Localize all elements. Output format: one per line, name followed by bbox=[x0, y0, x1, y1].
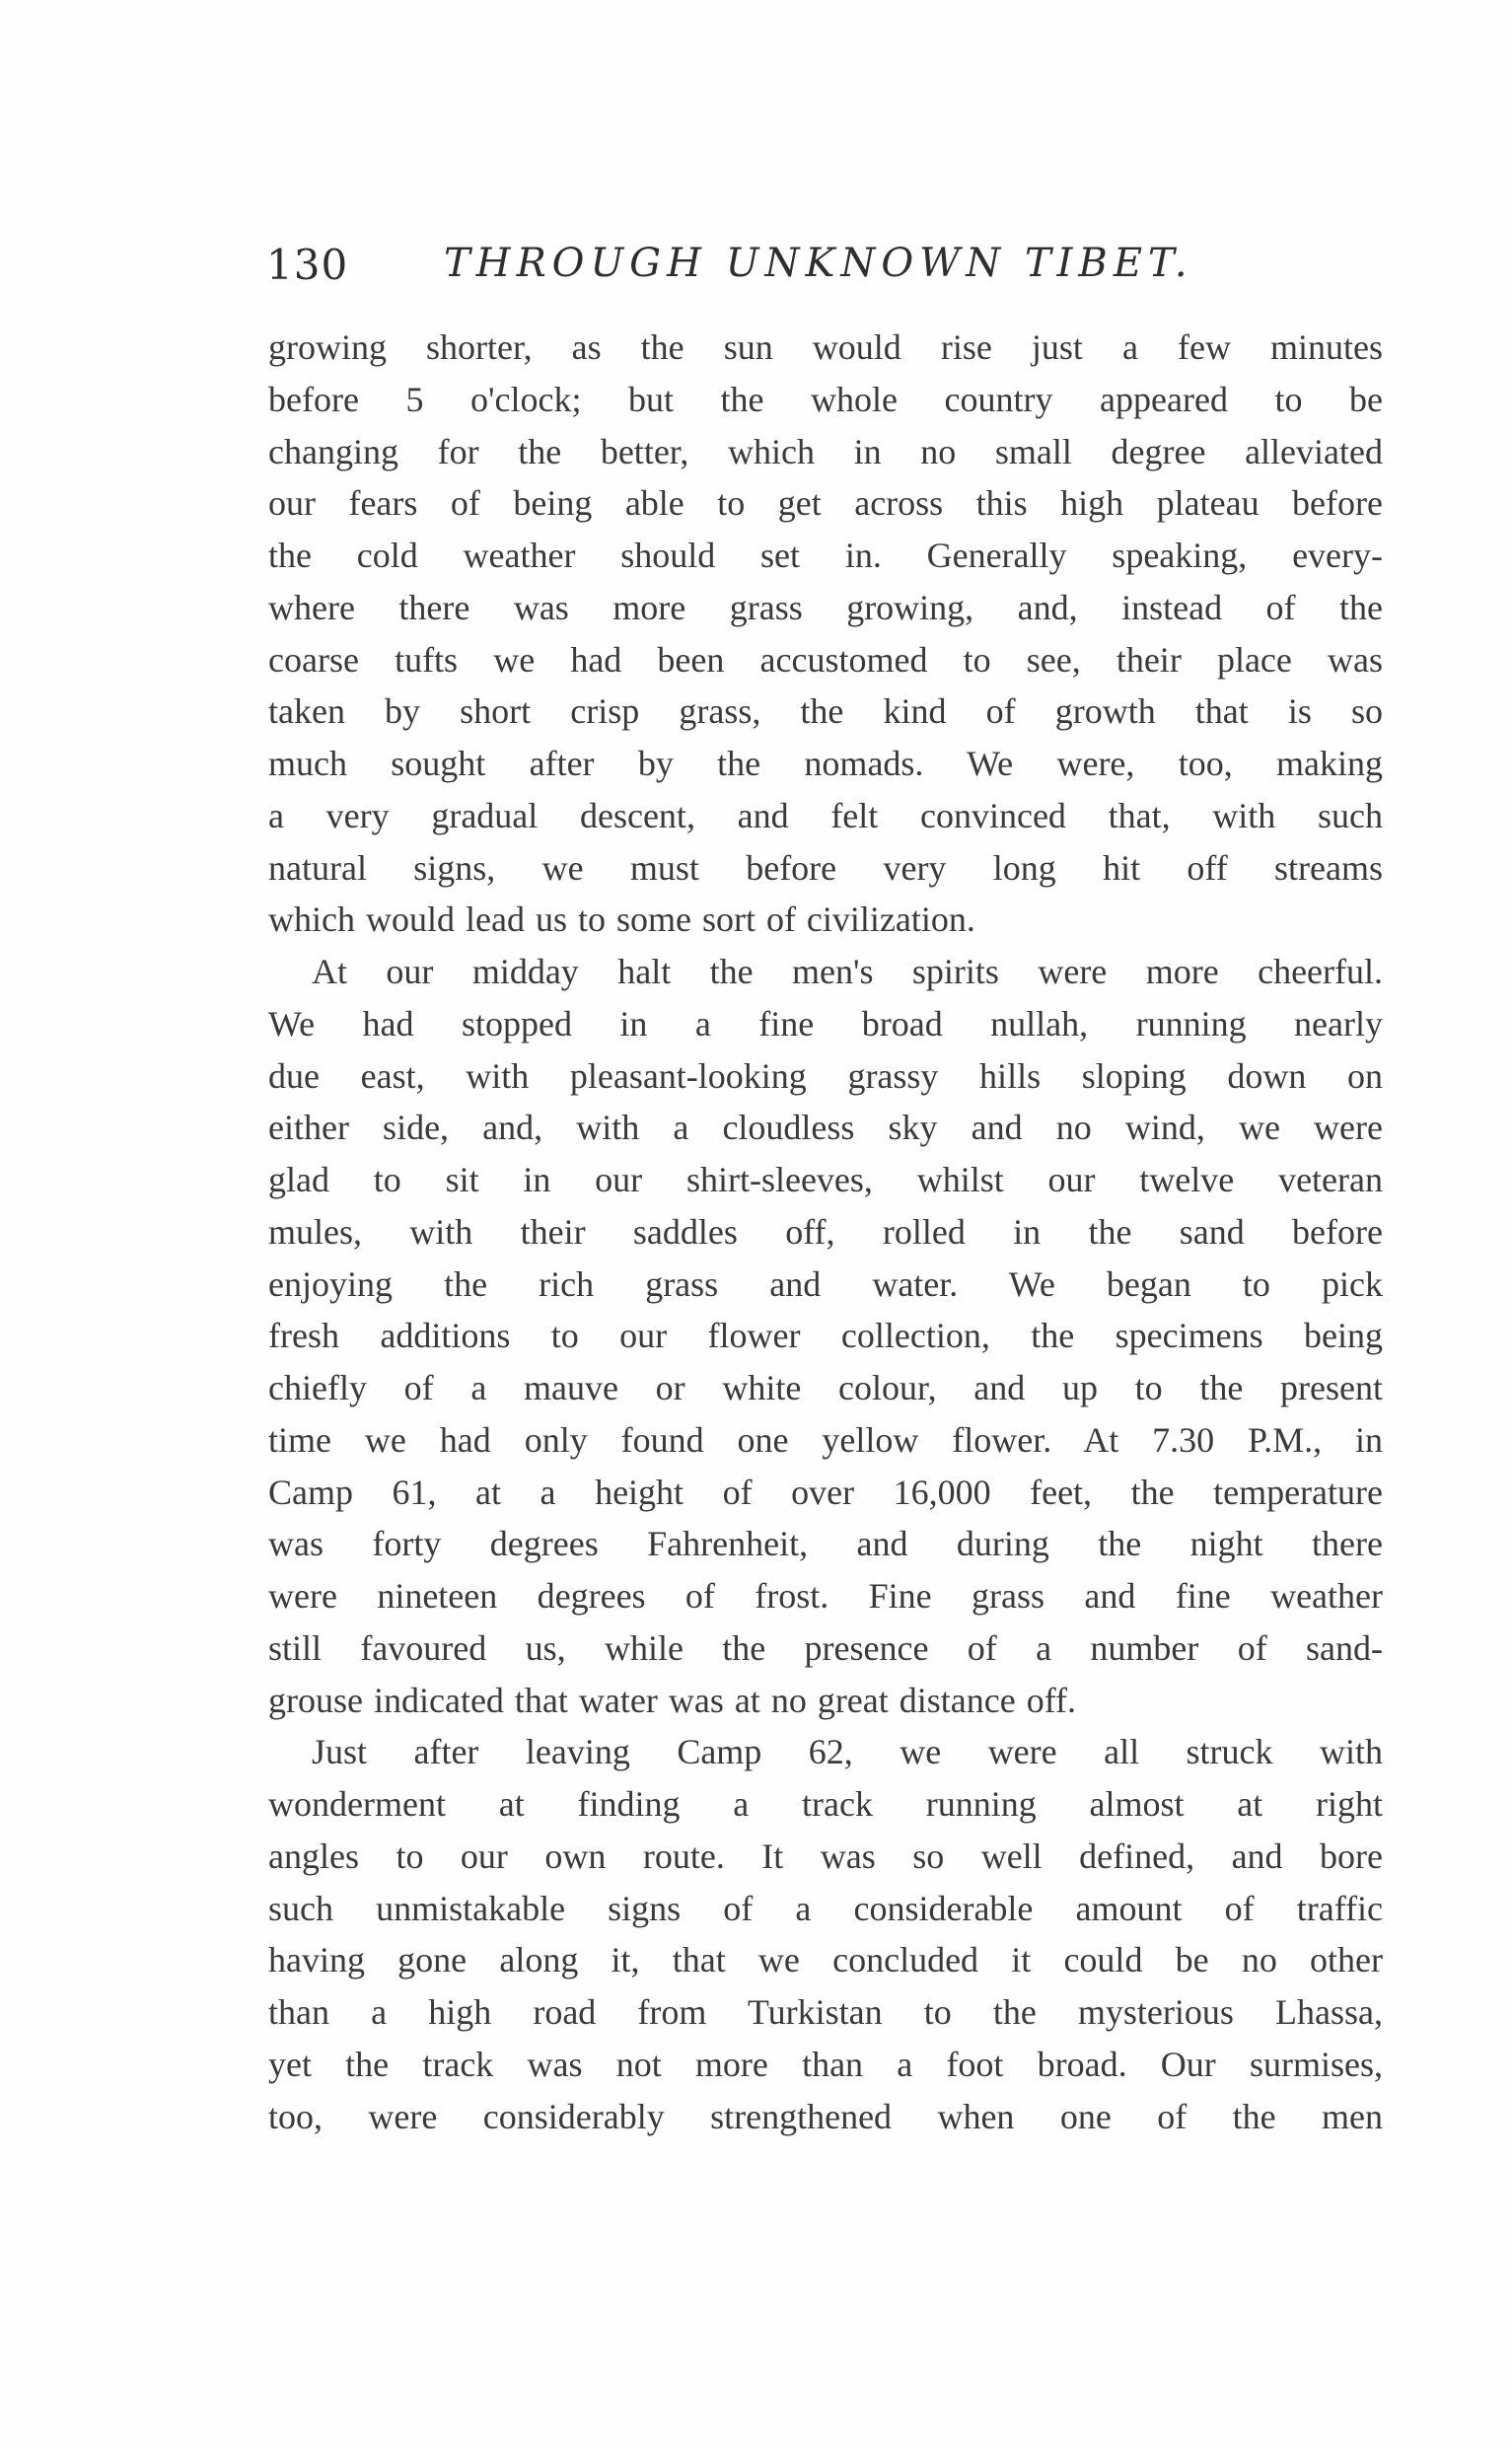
text-line: changing for the better, which in no small degree alleviated bbox=[268, 431, 1383, 471]
text-line: due east, with pleasant-looking grassy hills sloping down on bbox=[268, 1055, 1383, 1096]
text-line: were nineteen degrees of frost. Fine grass and fine weather bbox=[268, 1576, 1383, 1616]
page-number: 130 bbox=[266, 241, 349, 289]
text-line: natural signs, we must before very long hit off streams bbox=[268, 847, 1383, 888]
text-line: mules, with their saddles off, rolled in the sand before bbox=[268, 1211, 1383, 1252]
text-line: yet the track was not more than a foot broad. Our surmises, bbox=[268, 2044, 1383, 2084]
text-line: grouse indicated that water was at no great distance off. bbox=[268, 1680, 1077, 1720]
text-line: taken by short crisp grass, the kind of growth that is so bbox=[268, 691, 1383, 732]
text-line: Camp 61, at a height of over 16,000 feet, the temperature bbox=[268, 1472, 1383, 1512]
text-line: where there was more grass growing, and, instead of the bbox=[268, 587, 1383, 627]
text-line: such unmistakable signs of a considerable amount of traffic bbox=[268, 1888, 1383, 1928]
text-line: angles to our own route. It was so well defined, and bore bbox=[268, 1835, 1383, 1876]
text-line: We had stopped in a fine broad nullah, running nearly bbox=[268, 1003, 1383, 1044]
text-line: wonderment at finding a track running almost at right bbox=[268, 1784, 1383, 1824]
text-line: a very gradual descent, and felt convinced that, with such bbox=[268, 795, 1383, 835]
text-line: the cold weather should set in. Generally speaking, every- bbox=[268, 536, 1383, 575]
text-line: chiefly of a mauve or white colour, and up to the present bbox=[268, 1368, 1383, 1407]
text-line: Just after leaving Camp 62, we were all struck with bbox=[312, 1732, 1383, 1772]
text-line: growing shorter, as the sun would rise just a few minutes bbox=[268, 327, 1383, 367]
running-title: THROUGH UNKNOWN TIBET. bbox=[444, 241, 1193, 286]
text-line: which would lead us to some sort of civilization. bbox=[268, 900, 975, 940]
page-header bbox=[266, 241, 1381, 300]
text-line: At our midday halt the men's spirits were more cheerful. bbox=[312, 952, 1383, 991]
text-line: time we had only found one yellow flower. At 7.30 P.M., in bbox=[268, 1419, 1383, 1460]
text-line: than a high road from Turkistan to the mysterious Lhassa, bbox=[268, 1992, 1383, 2032]
text-line: having gone along it, that we concluded it could be no other bbox=[268, 1940, 1383, 1980]
text-line: too, were considerably strengthened when one of the men bbox=[268, 2096, 1383, 2136]
text-line: either side, and, with a cloudless sky and no wind, we were bbox=[268, 1108, 1383, 1148]
text-line: enjoying the rich grass and water. We began to pick bbox=[268, 1263, 1383, 1304]
text-line: was forty degrees Fahrenheit, and during the night there bbox=[268, 1524, 1383, 1564]
text-line: coarse tufts we had been accustomed to see, their place was bbox=[268, 639, 1383, 680]
body-text bbox=[268, 322, 1383, 2142]
text-line: fresh additions to our flower collection, the specimens being bbox=[268, 1316, 1383, 1356]
text-line: still favoured us, while the presence of a number of sand- bbox=[268, 1627, 1383, 1668]
text-line: our fears of being able to get across this high plateau before bbox=[268, 483, 1383, 524]
text-line: before 5 o'clock; but the whole country appeared to be bbox=[268, 379, 1383, 419]
text-line: much sought after by the nomads. We were, too, making bbox=[268, 744, 1383, 783]
text-line: glad to sit in our shirt-sleeves, whilst our twelve veteran bbox=[268, 1160, 1383, 1199]
